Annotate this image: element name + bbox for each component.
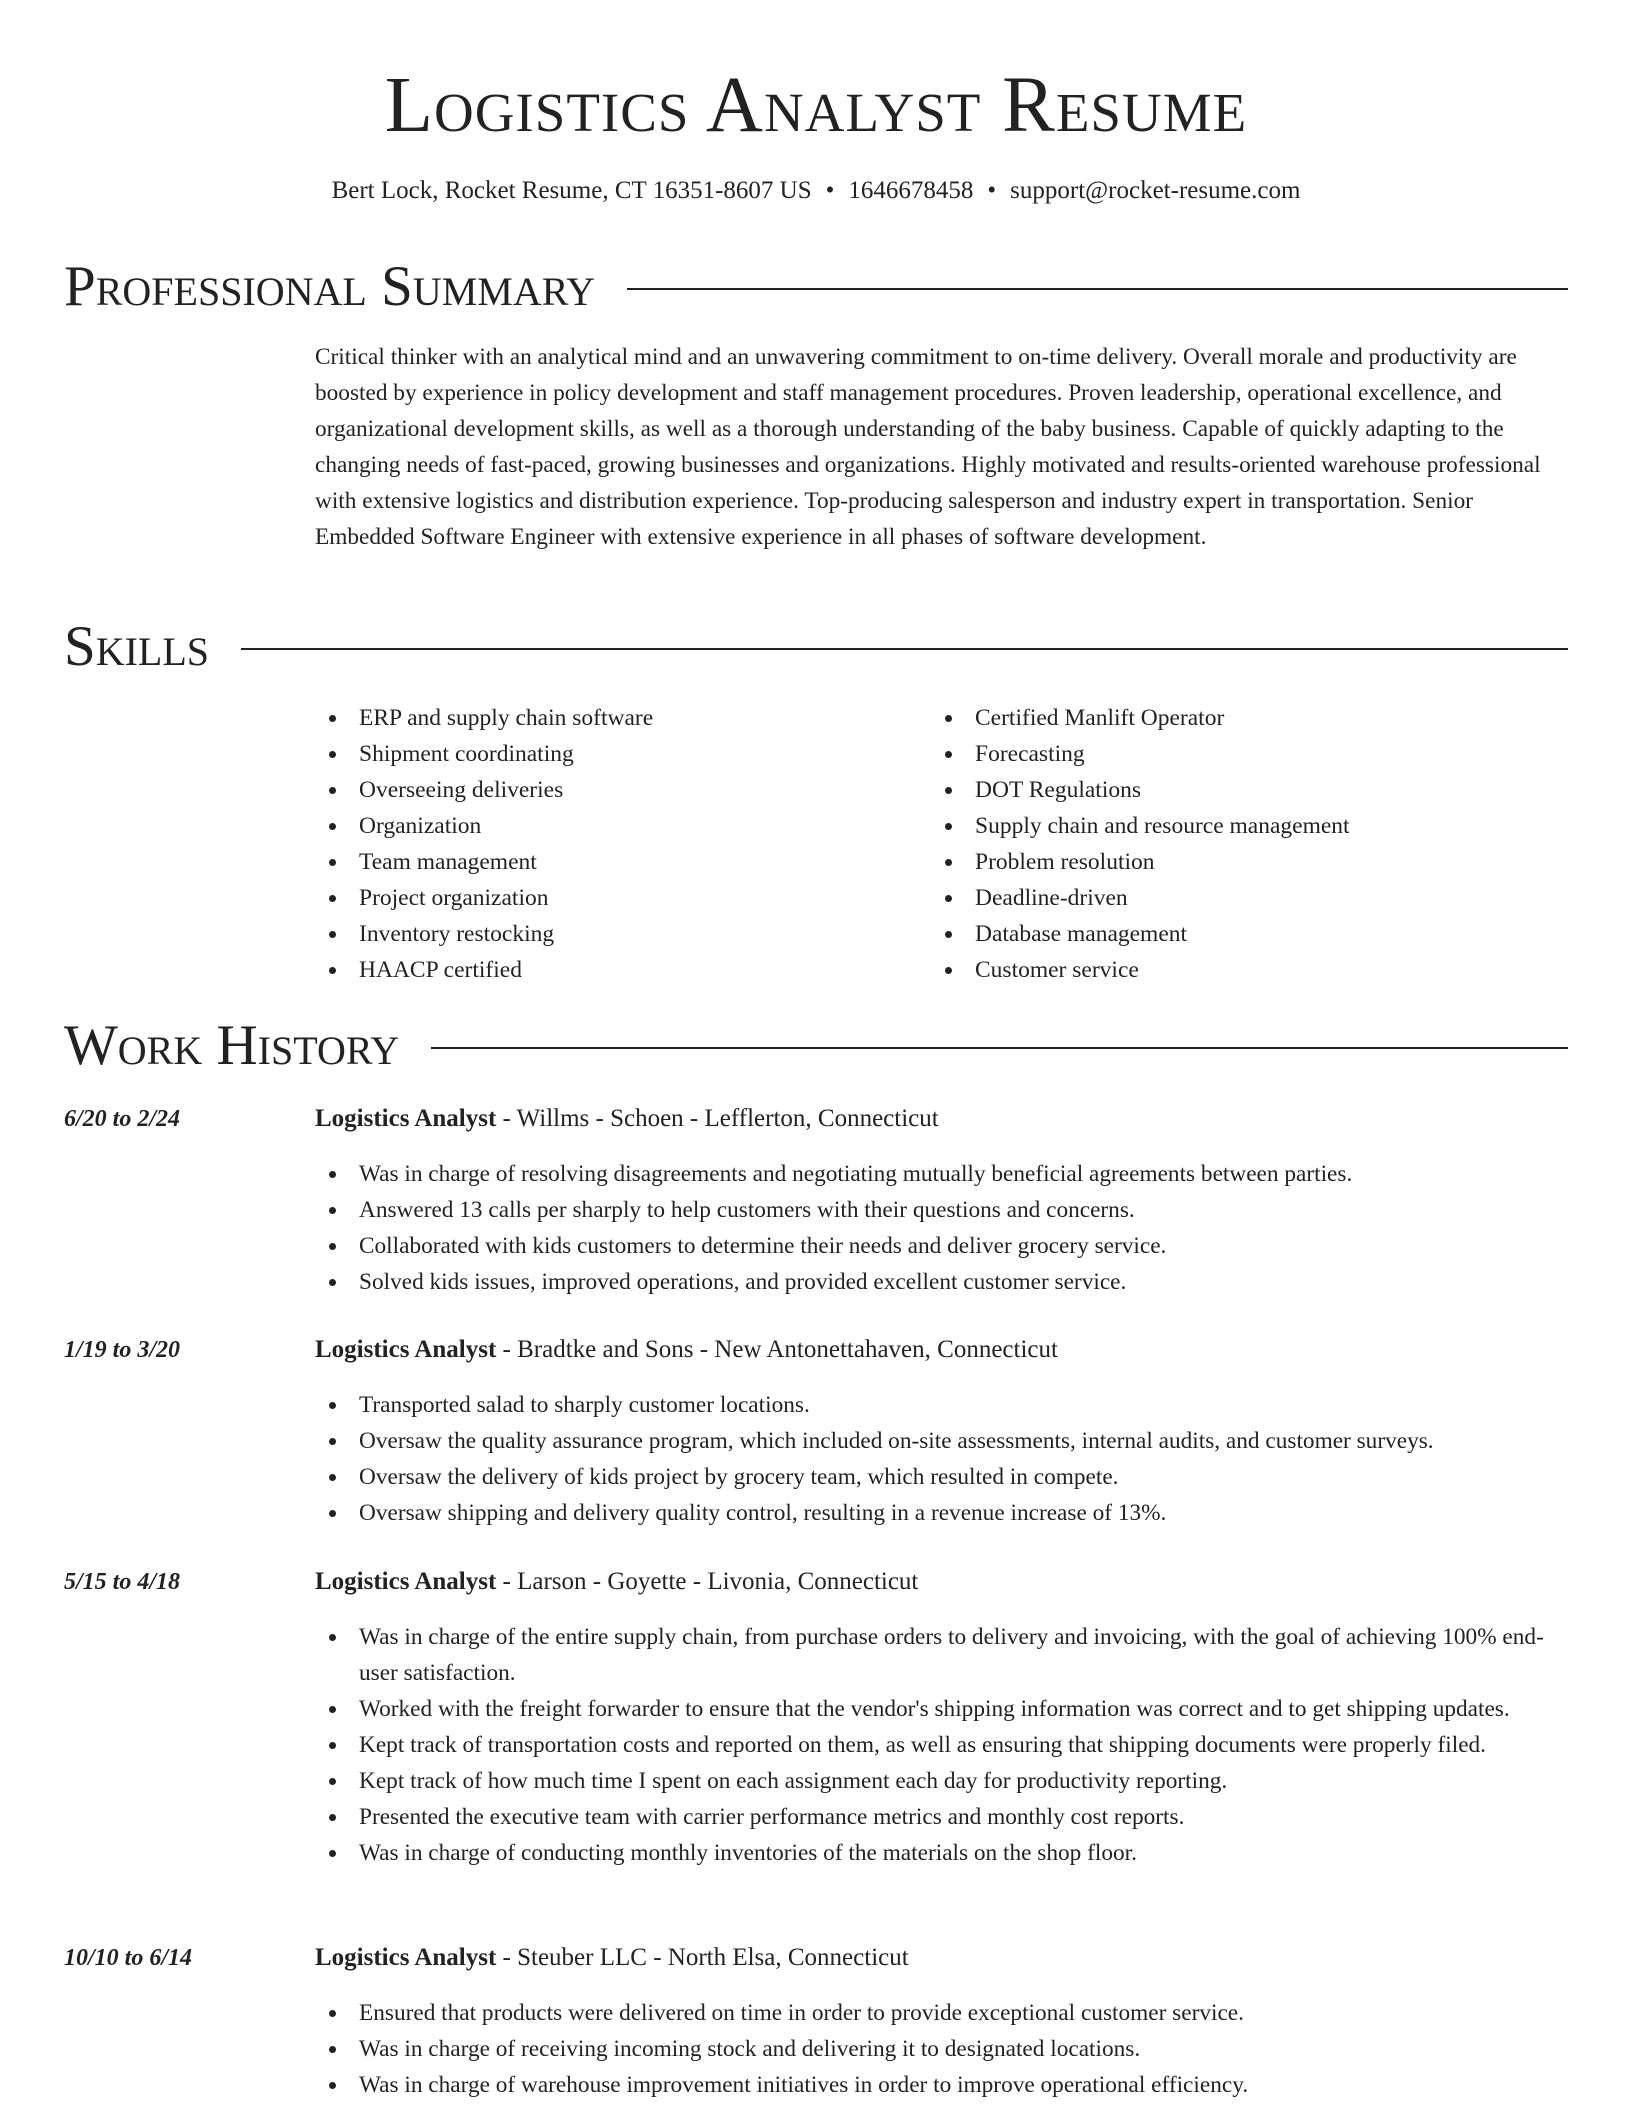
job-dates: 1/19 to 3/20 [64, 1337, 181, 1363]
skill-item: Deadline-driven [931, 880, 1350, 916]
duty-item: Was in charge of receiving incoming stock and delivering it to designated locations. [315, 2031, 1570, 2067]
job-heading [315, 1564, 918, 1600]
duty-item: Was in charge of the entire supply chain, from purchase orders to delivery and invoicing, with the goal of achieving 100% end-user satisfaction. [315, 1619, 1570, 1691]
duty-item: Was in charge of warehouse improvement initiatives in order to improve operational efficiency. [315, 2067, 1570, 2103]
section-divider [241, 648, 1568, 650]
duty-item: Presented the executive team with carrier performance metrics and monthly cost reports. [315, 1799, 1570, 1835]
section-divider [431, 1047, 1568, 1049]
skills-list-right [931, 700, 1350, 988]
summary-text: Critical thinker with an analytical mind and an unwavering commitment to on-time delivery. Overall morale and productivity are boosted by experience in policy development and staff management procedures. Proven leadership, operational excellence, and organizational development skills, as well as a thorough understanding of the baby business. Capable of quickly adapting to the changing needs of fast-paced, growing businesses and organizations. Highly motivated and results-oriented warehouse professional with extensive logistics and distribution experience. Top-producing salesperson and industry expert in transportation. Senior Embedded Software Engineer with extensive experience in all phases of software development. [315, 344, 1541, 550]
contact-separator: • [987, 177, 997, 204]
job-title: Logistics Analyst [315, 1336, 497, 1363]
skill-item: Database management [931, 916, 1350, 952]
skill-item: Supply chain and resource management [931, 808, 1350, 844]
job-employer: - Willms - Schoen - Lefflerton, Connecticut [496, 1105, 939, 1132]
job-employer: - Bradtke and Sons - New Antonettahaven, Connecticut [496, 1336, 1058, 1363]
contact-address: Bert Lock, Rocket Resume, CT 16351-8607 US [331, 177, 812, 204]
duty-item: Kept track of transportation costs and reported on them, as well as ensuring that shipping documents were properly filed. [315, 1727, 1570, 1763]
job-duties [315, 1156, 1570, 1300]
job-dates: 6/20 to 2/24 [64, 1106, 181, 1132]
skill-item: DOT Regulations [931, 772, 1350, 808]
job-duties [315, 1995, 1570, 2103]
job-heading [315, 1332, 1058, 1368]
skill-item: Inventory restocking [315, 916, 653, 952]
job-dates: 5/15 to 4/18 [64, 1569, 181, 1595]
section-divider [627, 288, 1568, 290]
skill-item: Customer service [931, 952, 1350, 988]
skill-item: Certified Manlift Operator [931, 700, 1350, 736]
job-title: Logistics Analyst [315, 1568, 497, 1595]
resume-title: Logistics Analyst Resume [384, 62, 1248, 149]
contact-phone: 1646678458 [848, 177, 974, 204]
job-employer: - Steuber LLC - North Elsa, Connecticut [496, 1944, 909, 1971]
skill-item: Project organization [315, 880, 653, 916]
skill-item: Organization [315, 808, 653, 844]
job-duties [315, 1619, 1570, 1871]
work-history-heading: Work History [64, 1014, 400, 1077]
job-heading [315, 1940, 909, 1976]
summary-heading: Professional Summary [64, 255, 596, 318]
duty-item: Oversaw shipping and delivery quality control, resulting in a revenue increase of 13%. [315, 1495, 1570, 1531]
duty-item: Worked with the freight forwarder to ensure that the vendor's shipping information was correct and to get shipping updates. [315, 1691, 1570, 1727]
work-history-section-header [64, 1013, 1568, 1079]
skill-item: HAACP certified [315, 952, 653, 988]
skills-list-left [315, 700, 653, 988]
skill-item: Problem resolution [931, 844, 1350, 880]
duty-item: Transported salad to sharply customer locations. [315, 1387, 1570, 1423]
duty-item: Was in charge of conducting monthly inventories of the materials on the shop floor. [315, 1835, 1570, 1871]
job-title: Logistics Analyst [315, 1105, 497, 1132]
duty-item: Was in charge of resolving disagreements and negotiating mutually beneficial agreements between parties. [315, 1156, 1570, 1192]
duty-item: Ensured that products were delivered on time in order to provide exceptional customer service. [315, 1995, 1570, 2031]
skill-item: ERP and supply chain software [315, 700, 653, 736]
contact-email: support@rocket-resume.com [1010, 177, 1301, 204]
duty-item: Oversaw the quality assurance program, which included on-site assessments, internal audits, and customer surveys. [315, 1423, 1570, 1459]
job-title: Logistics Analyst [315, 1944, 497, 1971]
duty-item: Collaborated with kids customers to determine their needs and deliver grocery service. [315, 1228, 1570, 1264]
duty-item: Kept track of how much time I spent on each assignment each day for productivity reporting. [315, 1763, 1570, 1799]
skill-item: Forecasting [931, 736, 1350, 772]
duty-item: Oversaw the delivery of kids project by grocery team, which resulted in compete. [315, 1459, 1570, 1495]
skills-heading: Skills [64, 615, 210, 678]
job-heading [315, 1101, 939, 1137]
job-duties [315, 1387, 1570, 1531]
contact-separator: • [825, 177, 835, 204]
skill-item: Shipment coordinating [315, 736, 653, 772]
job-employer: - Larson - Goyette - Livonia, Connecticut [496, 1568, 919, 1595]
skill-item: Team management [315, 844, 653, 880]
job-dates: 10/10 to 6/14 [64, 1945, 193, 1971]
summary-section-header [64, 254, 1568, 320]
contact-line [0, 174, 1632, 208]
skills-section-header [64, 614, 1568, 680]
duty-item: Solved kids issues, improved operations, and provided excellent customer service. [315, 1264, 1570, 1300]
duty-item: Answered 13 calls per sharply to help customers with their questions and concerns. [315, 1192, 1570, 1228]
skill-item: Overseeing deliveries [315, 772, 653, 808]
